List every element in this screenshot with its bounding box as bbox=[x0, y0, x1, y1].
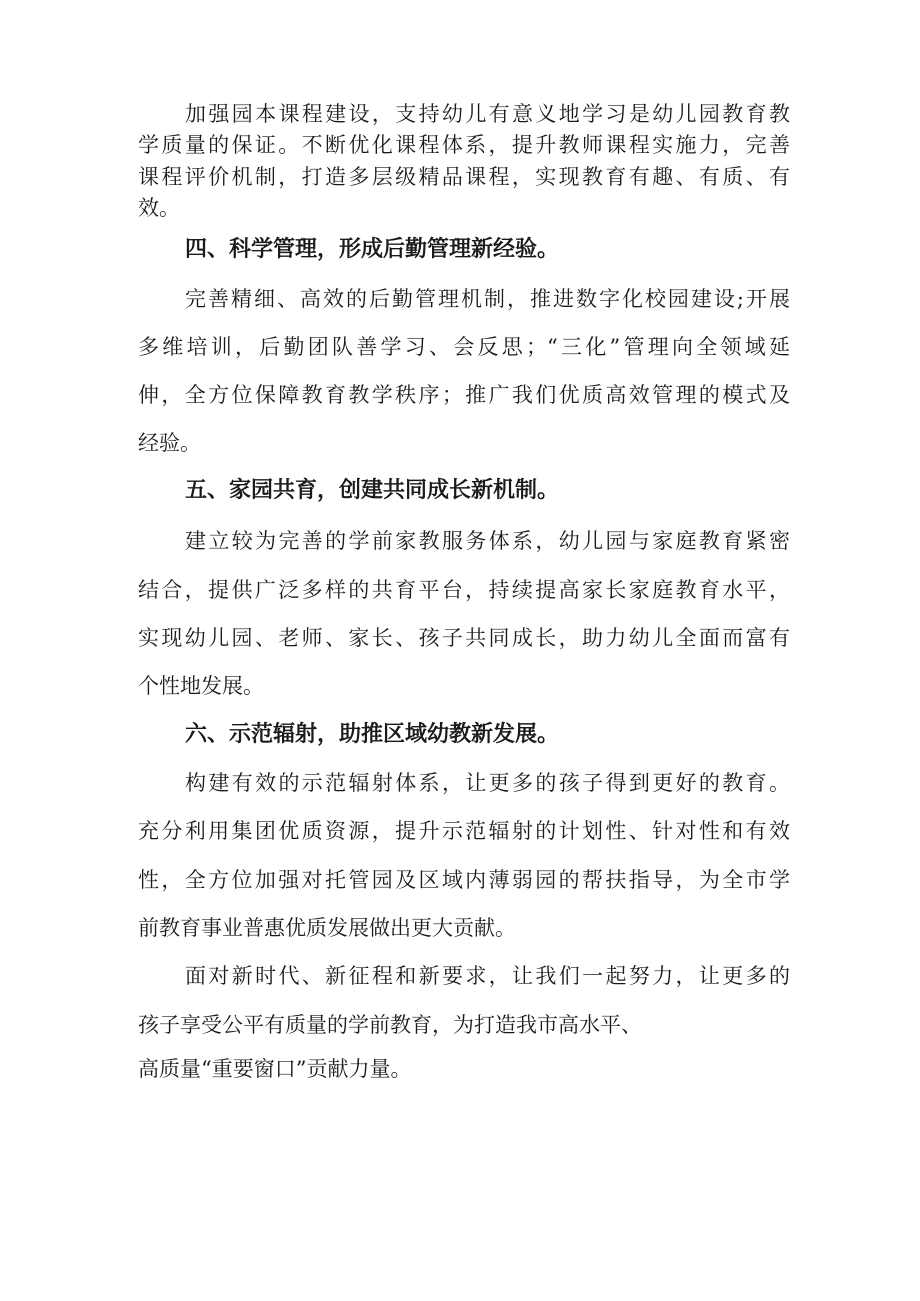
paragraph-coeducation-line-3: 实现幼儿园、老师、家长、孩子共同成长，助力幼儿全面而富有 bbox=[138, 626, 790, 650]
paragraph-curriculum-line-3: 课程评价机制，打造多层级精品课程，实现教育有趣、有质、有 bbox=[138, 165, 790, 189]
section-heading-4: 四、科学管理，形成后勤管理新经验。 bbox=[185, 237, 560, 262]
paragraph-curriculum-line-2: 学质量的保证。不断优化课程体系，提升教师课程实施力，完善 bbox=[138, 133, 790, 157]
paragraph-demonstration-line-3: 性，全方位加强对托管园及区域内薄弱园的帮扶指导，为全市学 bbox=[138, 868, 790, 892]
section-heading-5: 五、家园共育，创建共同成长新机制。 bbox=[185, 478, 560, 503]
paragraph-closing-line-1: 面对新时代、新征程和新要求，让我们一起努力，让更多的 bbox=[185, 964, 790, 988]
paragraph-coeducation-line-4: 个性地发展。 bbox=[138, 674, 264, 698]
paragraph-demonstration-line-2: 充分利用集团优质资源，提升示范辐射的计划性、针对性和有效 bbox=[138, 819, 790, 843]
paragraph-coeducation-line-1: 建立较为完善的学前家教服务体系，幼儿园与家庭教育紧密 bbox=[185, 529, 790, 553]
paragraph-logistics-line-3: 伸，全方位保障教育教学秩序；推广我们优质高效管理的模式及 bbox=[138, 383, 790, 407]
paragraph-coeducation-line-2: 结合，提供广泛多样的共育平台，持续提高家长家庭教育水平， bbox=[138, 578, 790, 602]
paragraph-demonstration-line-1: 构建有效的示范辐射体系，让更多的孩子得到更好的教育。 bbox=[185, 771, 790, 795]
paragraph-logistics-line-2: 多维培训，后勤团队善学习、会反思；“三化”管理向全领域延 bbox=[138, 335, 790, 359]
paragraph-closing-line-2: 孩子享受公平有质量的学前教育，为打造我市高水平、 bbox=[138, 1013, 642, 1037]
paragraph-curriculum-line-4: 效。 bbox=[138, 196, 180, 220]
section-heading-6: 六、示范辐射，助推区域幼教新发展。 bbox=[185, 722, 560, 747]
paragraph-demonstration-line-4: 前教育事业普惠优质发展做出更大贡献。 bbox=[138, 916, 516, 940]
paragraph-logistics-line-1: 完善精细、高效的后勤管理机制，推进数字化校园建设;开展 bbox=[185, 287, 790, 311]
paragraph-closing-line-3: 高质量“重要窗口”贡献力量。 bbox=[138, 1057, 412, 1081]
paragraph-logistics-line-4: 经验。 bbox=[138, 431, 201, 455]
paragraph-curriculum-line-1: 加强园本课程建设，支持幼儿有意义地学习是幼儿园教育教 bbox=[185, 102, 790, 126]
